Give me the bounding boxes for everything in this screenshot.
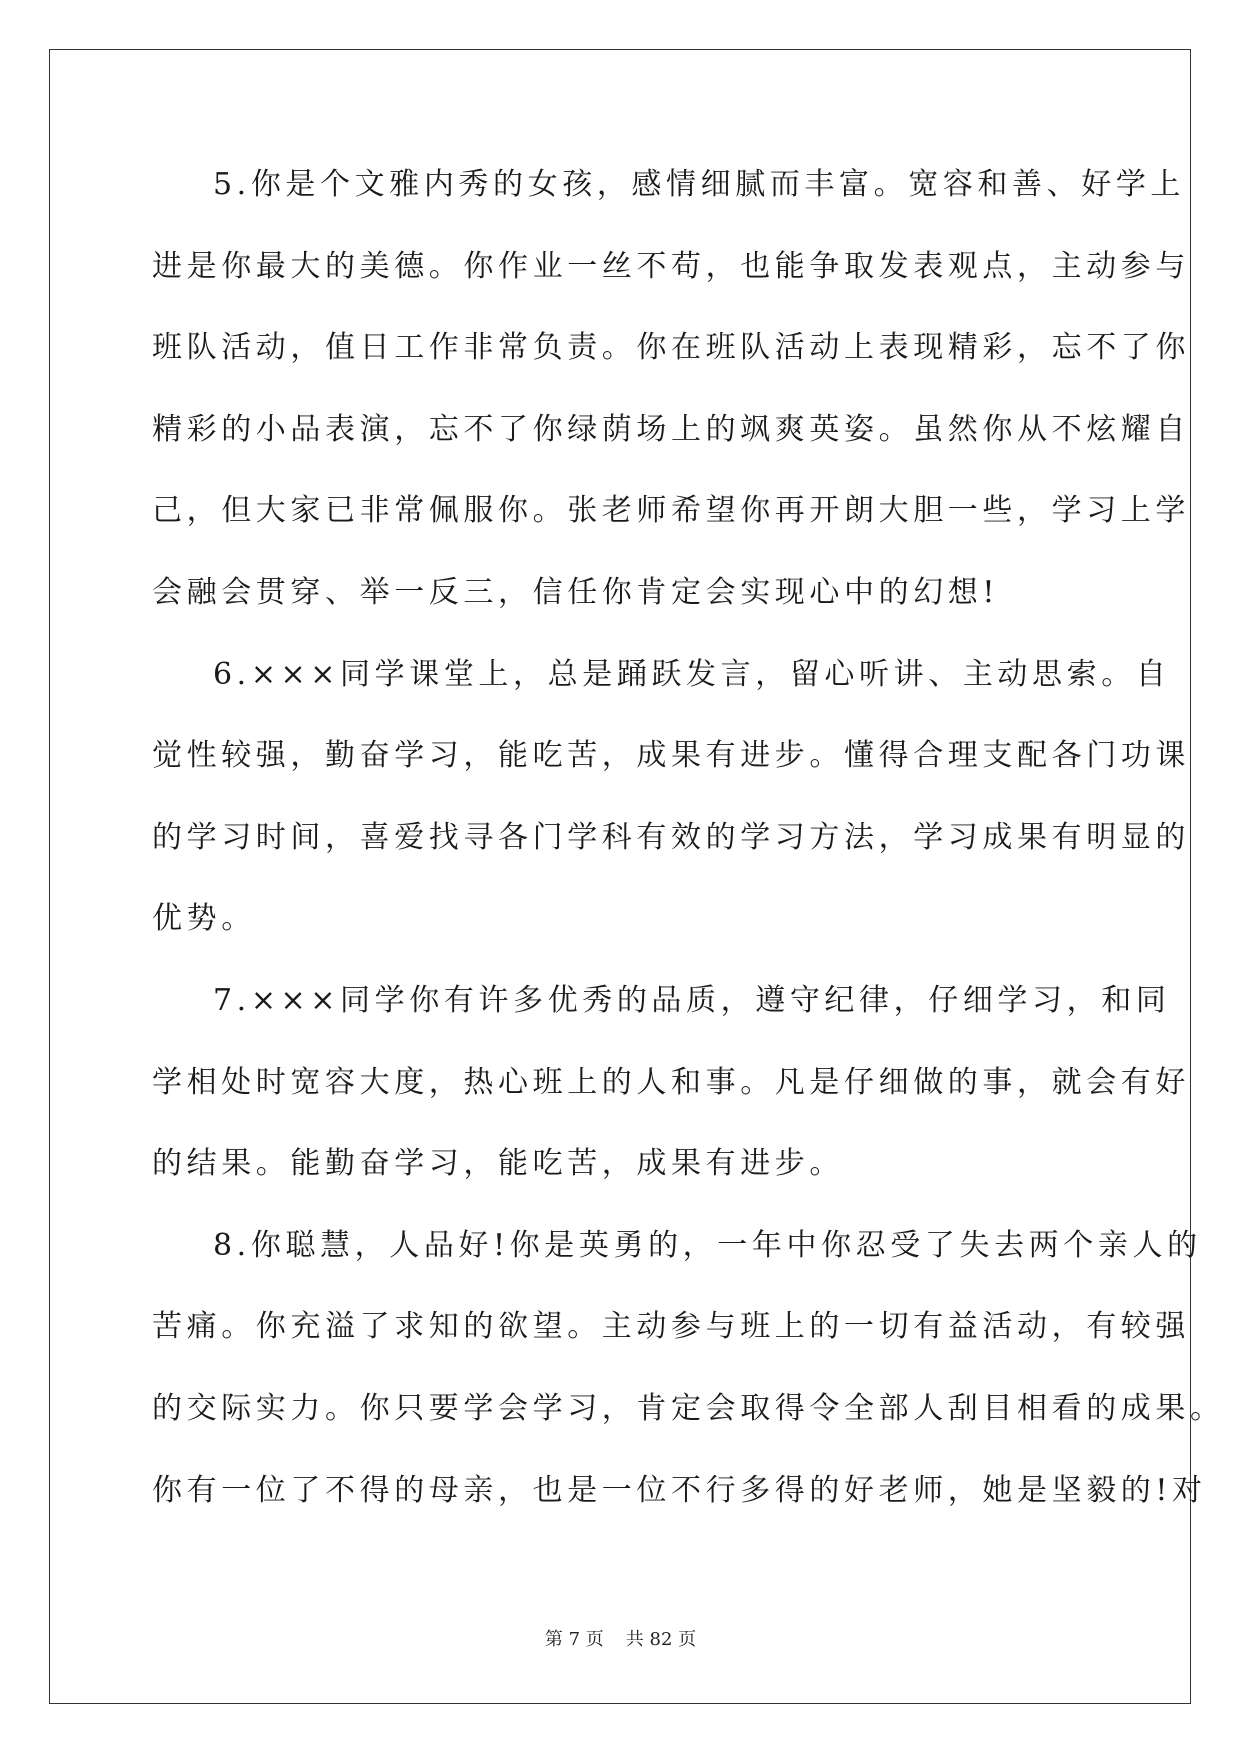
text-line: 8.你聪慧，人品好!你是英勇的，一年中你忍受了失去两个亲人的 <box>213 1227 1202 1263</box>
text-line: 班队活动，值日工作非常负责。你在班队活动上表现精彩，忘不了你 <box>152 330 1190 366</box>
text-line: 6.×××同学课堂上，总是踊跃发言，留心听讲、主动思索。自 <box>213 656 1171 692</box>
text-line: 你有一位了不得的母亲，也是一位不行多得的好老师，她是坚毅的!对 <box>152 1472 1207 1508</box>
document-body <box>152 160 1225 1547</box>
text-line: 精彩的小品表演，忘不了你绿荫场上的飒爽英姿。虽然你从不炫耀自 <box>152 411 1190 447</box>
page-number: 第 7 页 <box>544 1629 604 1650</box>
text-line: 7.×××同学你有许多优秀的品质，遵守纪律，仔细学习，和同 <box>213 982 1171 1018</box>
text-line: 进是你最大的美德。你作业一丝不苟，也能争取发表观点，主动参与 <box>152 248 1190 284</box>
text-line: 的结果。能勤奋学习，能吃苦，成果有进步。 <box>152 1146 844 1182</box>
text-line: 己，但大家已非常佩服你。张老师希望你再开朗大胆一些，学习上学 <box>152 493 1190 529</box>
text-line: 5.你是个文雅内秀的女孩，感情细腻而丰富。宽容和善、好学上 <box>213 167 1186 202</box>
text-line: 的交际实力。你只要学会学习，肯定会取得令全部人刮目相看的成果。 <box>152 1390 1225 1426</box>
text-line: 苦痛。你充溢了求知的欲望。主动参与班上的一切有益活动，有较强 <box>152 1309 1190 1345</box>
page-total: 共 82 页 <box>625 1629 697 1650</box>
text-line: 的学习时间，喜爱找寻各门学科有效的学习方法，学习成果有明显的 <box>152 819 1190 855</box>
text-line: 会融会贯穿、举一反三，信任你肯定会实现心中的幻想! <box>152 574 1000 610</box>
text-line: 优势。 <box>152 901 256 937</box>
text-line: 学相处时宽容大度，热心班上的人和事。凡是仔细做的事，就会有好 <box>152 1064 1190 1100</box>
text-line: 觉性较强，勤奋学习，能吃苦，成果有进步。懂得合理支配各门功课 <box>152 738 1190 774</box>
page-footer <box>0 1625 1241 1651</box>
